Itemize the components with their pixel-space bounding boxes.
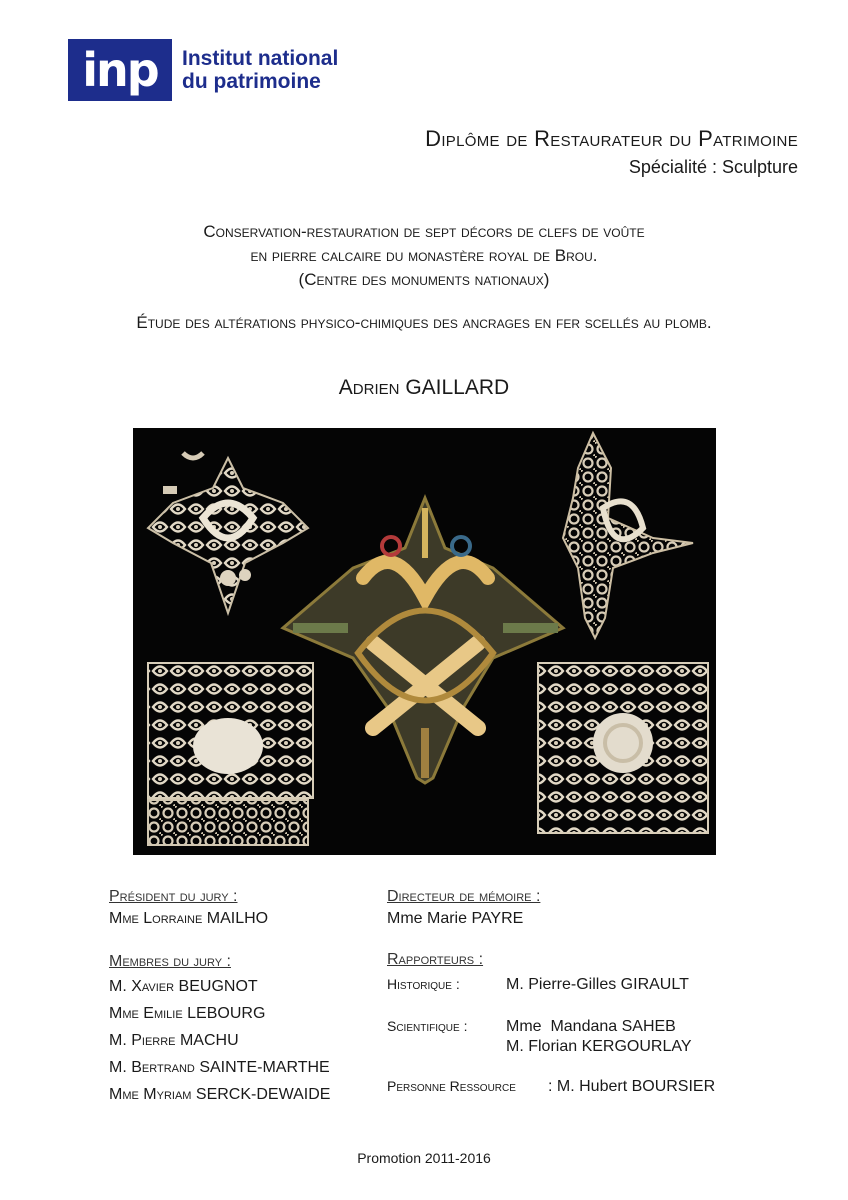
thesis-title-line-3: (Centre des monuments nationaux) [298,270,550,289]
keystones-illustration [133,428,716,855]
president-name: Mme Lorraine MAILHO [109,910,269,927]
keystone-bottom-right [538,663,708,833]
keystone-bottom-left [148,663,313,845]
keystones-photo [133,428,716,855]
member-2: Mme Emilie LEBOURG [109,1005,266,1022]
author-last-name: GAILLARD [405,376,510,399]
logo-line-2: du patrimoine [182,70,321,93]
scientifique-name-1: Mme Mandana SAHEB [506,1018,676,1035]
president-label: Président du jury : [109,888,238,905]
specialite: Spécialité : Sculpture [628,157,798,177]
thesis-title-line-1: Conservation-restauration de sept décors de clefs de voûte [203,222,645,241]
historique-label: Historique : [387,976,460,992]
personne-ressource-label: Personne Ressource [387,1078,516,1094]
scientifique-name-2: M. Florian KERGOURLAY [506,1038,692,1055]
rapporteurs-label: Rapporteurs : [387,951,484,968]
member-3: M. Pierre MACHU [109,1032,239,1049]
thesis-title [0,220,848,292]
scientifique-label: Scientifique : [387,1018,468,1034]
logo-mark: inp [68,39,172,101]
keystone-top-left [148,453,308,613]
director-label: Directeur de mémoire : [387,888,541,905]
logo-line-1: Institut national [182,47,339,70]
director-name: Mme Marie PAYRE [387,910,524,927]
inp-logo [68,40,338,100]
member-5: Mme Myriam SERCK-DEWAIDE [109,1086,331,1103]
members-label: Membres du jury : [109,953,231,970]
author-name [0,376,848,400]
author-first-name: Adrien [338,376,400,399]
keystone-center [283,498,563,783]
personne-ressource-name: : M. Hubert BOURSIER [548,1078,716,1095]
member-1: M. Xavier BEUGNOT [109,978,258,995]
promotion: Promotion 2011-2016 [357,1150,491,1166]
historique-name: M. Pierre-Gilles GIRAULT [506,976,689,993]
logo-wordmark [182,47,338,93]
thesis-title-line-2: en pierre calcaire du monastère royal de Brou. [250,246,598,265]
diploma-title: Diplôme de Restaurateur du Patrimoine [425,126,798,151]
member-4: M. Bertrand SAINTE-MARTHE [109,1059,330,1076]
keystone-top-right [563,433,693,638]
thesis-subtitle: Étude des altérations physico-chimiques des ancrages en fer scellés au plomb. [136,313,712,332]
